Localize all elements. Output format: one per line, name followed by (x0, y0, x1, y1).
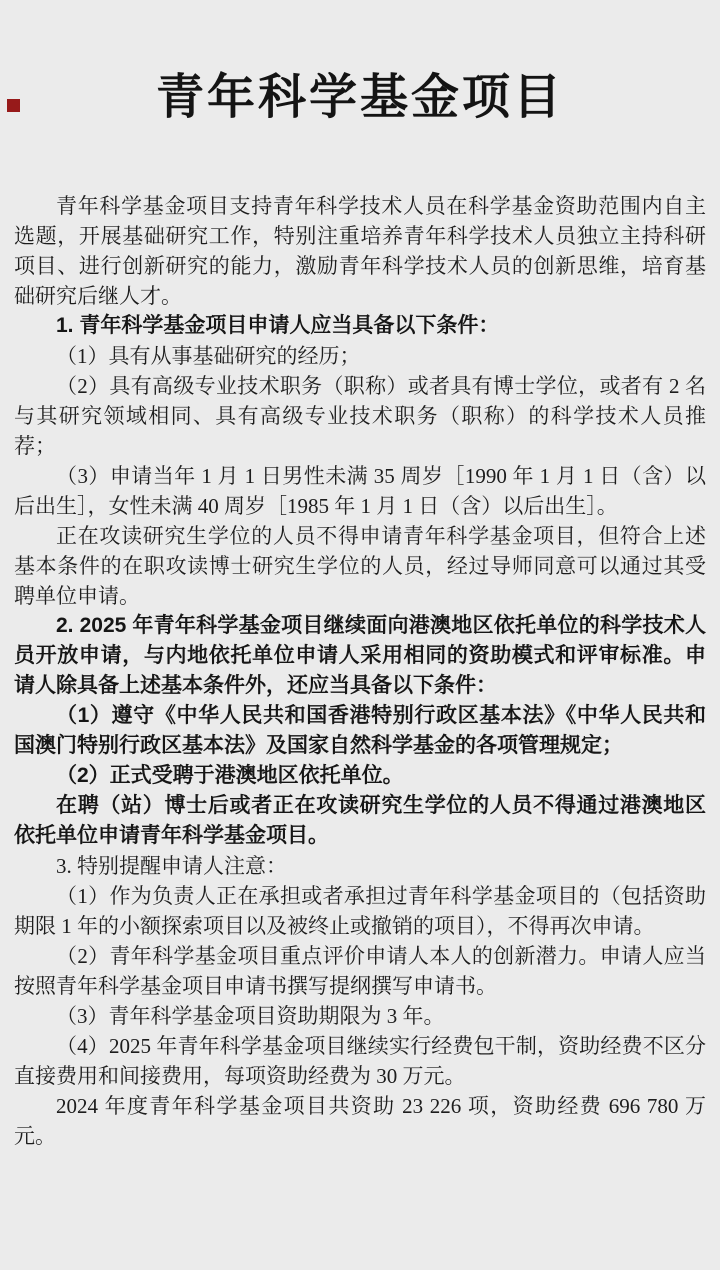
paragraph: 青年科学基金项目支持青年科学技术人员在科学基金资助范围内自主选题，开展基础研究工作，特别注重培养青年科学技术人员独立主持科研项目、进行创新研究的能力，激励青年科学技术人员的创新思维，培育基础研究后继人才。 (14, 194, 706, 308)
paragraph: （2）具有高级专业技术职务（职称）或者具有博士学位，或者有 2 名与其研究领域相同、具有高级专业技术职务（职称）的科学技术人员推荐； (14, 374, 706, 458)
paragraph: （1）作为负责人正在承担或者承担过青年科学基金项目的（包括资助期限 1 年的小额探索项目以及被终止或撤销的项目），不得再次申请。 (14, 884, 706, 938)
paragraph: （3）申请当年 1 月 1 日男性未满 35 周岁［1990 年 1 月 1 日（含）以后出生］，女性未满 40 周岁［1985 年 1 月 1 日（含）以后出生］。 (14, 464, 706, 518)
paragraph-bold: 2. 2025 年青年科学基金项目继续面向港澳地区依托单位的科学技术人员开放申请，与内地依托单位申请人采用相同的资助模式和评审标准。申请人除具备上述基本条件外，还应当具备以下条件： (14, 614, 706, 697)
document-body (14, 191, 706, 1151)
paragraph: 3. 特别提醒申请人注意： (56, 854, 287, 878)
paragraph: （4）2025 年青年科学基金项目继续实行经费包干制，资助经费不区分直接费用和间接费用，每项资助经费为 30 万元。 (14, 1034, 706, 1088)
paragraph-bold: （2）正式受聘于港澳地区依托单位。 (56, 764, 404, 787)
paragraph-bold: （1）遵守《中华人民共和国香港特别行政区基本法》《中华人民共和国澳门特别行政区基本法》及国家自然科学基金的各项管理规定； (14, 704, 706, 757)
paragraph-bold: 在聘（站）博士后或者正在攻读研究生学位的人员不得通过港澳地区依托单位申请青年科学基金项目。 (14, 794, 706, 847)
paragraph: 正在攻读研究生学位的人员不得申请青年科学基金项目，但符合上述基本条件的在职攻读博士研究生学位的人员，经过导师同意可以通过其受聘单位申请。 (14, 524, 706, 608)
paragraph-bold: 1. 青年科学基金项目申请人应当具备以下条件： (56, 314, 500, 337)
red-square-marker (7, 99, 20, 112)
document-page (0, 70, 720, 1151)
paragraph: （2）青年科学基金项目重点评价申请人本人的创新潜力。申请人应当按照青年科学基金项目申请书撰写提纲撰写申请书。 (14, 944, 706, 998)
paragraph: （3）青年科学基金项目资助期限为 3 年。 (56, 1004, 445, 1028)
paragraph: 2024 年度青年科学基金项目共资助 23 226 项，资助经费 696 780 万元。 (14, 1094, 706, 1148)
paragraph: （1）具有从事基础研究的经历； (56, 344, 361, 368)
document-title: 青年科学基金项目 (155, 71, 564, 124)
